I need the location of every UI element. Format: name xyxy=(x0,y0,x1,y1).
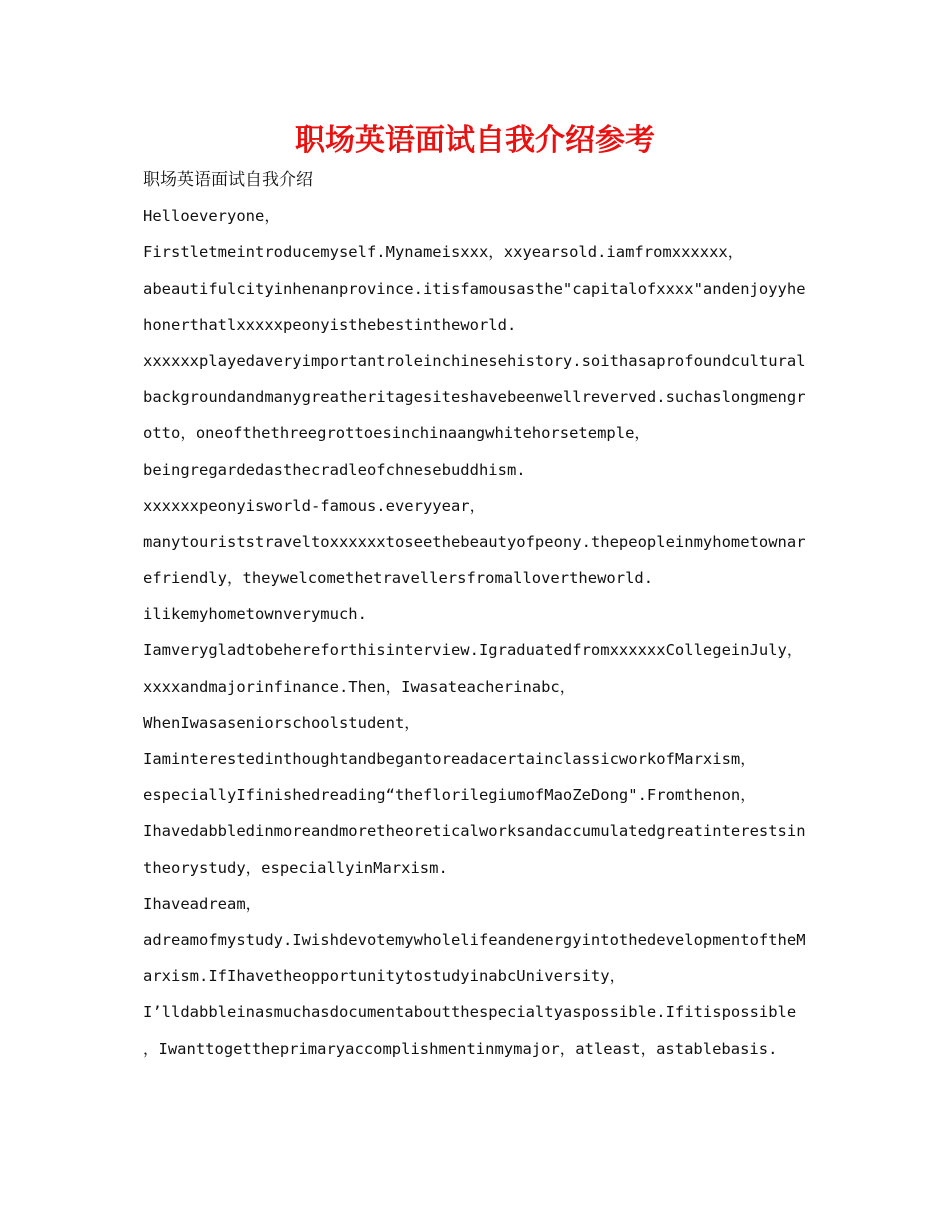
text-line: xxxxandmajorinfinance.Then，Iwasateacherinabc， xyxy=(143,677,576,696)
text-line: honerthatlxxxxxpeonyisthebestintheworld. xyxy=(143,315,517,334)
text-line: Ihaveadream， xyxy=(143,894,262,913)
text-line: ，Iwanttogettheprimaryaccomplishmentinmymajor，atleast，astablebasis. xyxy=(143,1039,778,1058)
subtitle-line: 职场英语面试自我介绍 xyxy=(143,170,313,190)
text-line: IaminterestedinthoughtandbegantoreadacertainclassicworkofMarxism， xyxy=(143,750,756,768)
document-body xyxy=(143,162,811,1067)
text-line: manytouriststraveltoxxxxxxtoseethebeautyofpeony.thepeopleinmyhometownar xyxy=(143,532,806,551)
text-line: Ihavedabbledinmoreandmoretheoreticalworksandaccumulatedgreatinterestsin xyxy=(143,822,806,841)
text-line: beingregardedasthecradleofchnesebuddhism. xyxy=(143,460,526,479)
text-line: efriendly，theywelcomethetravellersfromallovertheworld. xyxy=(143,569,654,588)
text-line: Iamverygladtobehereforthisinterview.IgraduatedfromxxxxxxCollegeinJuly， xyxy=(143,641,803,660)
text-line: abeautifulcityinhenanprovince.itisfamousasthe"capitalofxxxx"andenjoyyhe xyxy=(143,279,806,298)
text-line: otto，oneofthethreegrottoesinchinaangwhitehorsetemple， xyxy=(143,424,650,443)
text-line: I’lldabbleinasmuchasdocumentaboutthespecialtyaspossible.Ifitispossible xyxy=(143,1003,797,1022)
text-line: Helloeveryone， xyxy=(143,207,280,226)
text-line: especiallyIfinishedreading“theflorilegiumofMaoZeDong".Fromthenon， xyxy=(143,786,756,805)
text-line: WhenIwasaseniorschoolstudent， xyxy=(143,713,420,732)
text-line: ilikemyhometownverymuch. xyxy=(143,605,367,624)
text-line: xxxxxxplayedaveryimportantroleinchinesehistory.soithasaprofoundcultural xyxy=(143,351,806,370)
text-line: backgroundandmanygreatheritagesiteshavebeenwellreverved.suchaslongmengr xyxy=(143,388,806,407)
text-line: arxism.IfIhavetheopportunitytostudyinabcUniversity， xyxy=(143,967,626,986)
text-line: Firstletmeintroducemyself.Mynameisxxx，xxyearsold.iamfromxxxxxx， xyxy=(143,243,744,262)
text-line: theorystudy，especiallyinMarxism. xyxy=(143,858,448,877)
text-line: adreamofmystudy.IwishdevotemywholelifeandenergyintothedevelopmentoftheM xyxy=(143,930,806,949)
document-title: 职场英语面试自我介绍参考 xyxy=(295,123,655,158)
text-line: xxxxxxpeonyisworld-famous.everyyear， xyxy=(143,496,486,515)
